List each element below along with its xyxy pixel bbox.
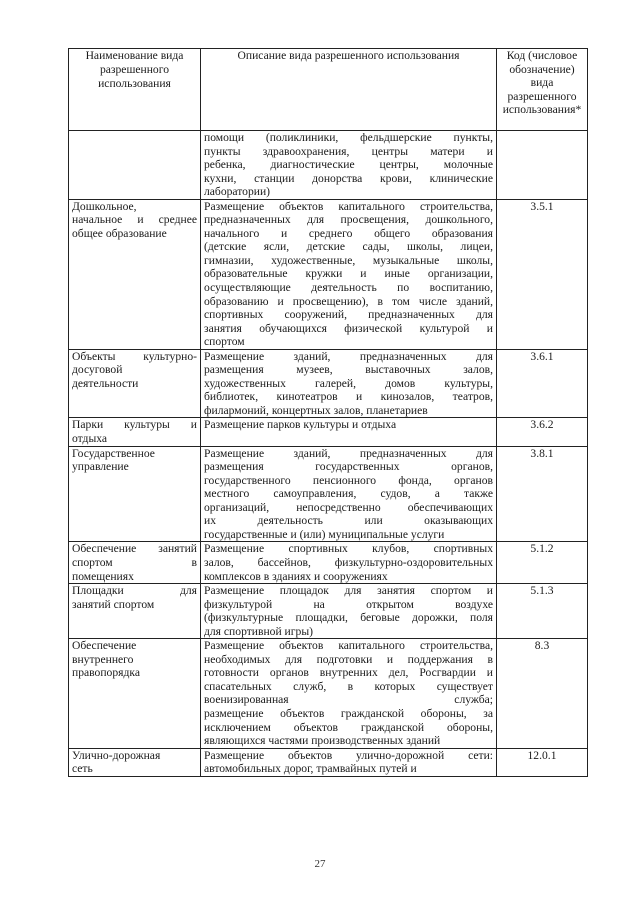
use-name-cell xyxy=(69,418,201,446)
use-description-cell-line: размещение объектов гражданской обороны, за xyxy=(204,706,493,720)
use-description-cell-line: местного самоуправления, судов, а также xyxy=(204,487,493,501)
use-name-cell-line: деятельности xyxy=(72,376,139,390)
use-description-cell-line: филармоний, концертных залов, планетариев xyxy=(204,403,428,417)
use-code-cell: 3.8.1 xyxy=(497,446,588,542)
use-name-cell-line: Дошкольное, xyxy=(72,199,137,213)
table-row xyxy=(69,349,588,418)
use-description-cell xyxy=(201,446,497,542)
use-description-cell-line: Размещение зданий, предназначенных для xyxy=(204,446,493,460)
use-description-cell-line: образовательные кружки и иные организации, xyxy=(204,267,493,281)
land-use-table xyxy=(68,48,588,777)
use-description-cell-line: Размещение спортивных клубов, спортивных xyxy=(204,542,493,556)
use-description-cell-line: военизированная служба; xyxy=(204,693,493,707)
use-description-cell-line: образованию и просвещению), в том числе зданий, xyxy=(204,294,493,308)
use-code-cell xyxy=(497,131,588,200)
table-row xyxy=(69,131,588,200)
use-code-cell: 3.6.2 xyxy=(497,418,588,446)
use-description-cell-line: библиотек, кинотеатров и кинозалов, театров, xyxy=(204,390,493,404)
use-name-cell-line: общее образование xyxy=(72,226,167,240)
use-description-cell-line: осуществляющие деятельность по воспитанию, xyxy=(204,281,493,295)
use-description-cell-line: помощи (поликлиники, фельдшерские пункты, xyxy=(204,131,493,144)
table-row xyxy=(69,748,588,776)
use-code-cell: 3.6.1 xyxy=(497,349,588,418)
use-description-cell xyxy=(201,199,497,349)
use-description-cell-line: (детские ясли, детские сады, школы, лицеи, xyxy=(204,240,493,254)
use-description-cell xyxy=(201,418,497,446)
use-name-cell xyxy=(69,639,201,748)
use-name-cell-line: Объекты культурно- xyxy=(72,349,197,363)
use-description-cell-line: ребенка, диагностические центры, молочные xyxy=(204,158,493,172)
use-description-cell-line: начального и среднего общего образования xyxy=(204,226,493,240)
use-description-cell xyxy=(201,542,497,584)
use-description-cell-line: Размещение зданий, предназначенных для xyxy=(204,349,493,363)
use-code-cell: 8.3 xyxy=(497,639,588,748)
use-description-cell-line: Размещение объектов улично-дорожной сети: xyxy=(204,748,493,762)
use-name-cell-line: Государственное xyxy=(72,446,155,460)
use-name-cell xyxy=(69,349,201,418)
table-header-row xyxy=(69,49,588,131)
use-name-cell xyxy=(69,199,201,349)
use-description-cell-line: являющихся частями производственных зданий xyxy=(204,734,441,748)
use-description-cell xyxy=(201,131,497,200)
use-description-cell-line: спортивных сооружений, предназначенных для xyxy=(204,308,493,322)
use-description-cell-line: спасательных служб, в которых существует xyxy=(204,679,493,693)
use-name-cell-line: внутреннего xyxy=(72,652,134,666)
use-description-cell-line: (физкультурные площадки, беговые дорожки, поля xyxy=(204,611,493,625)
use-description-cell xyxy=(201,748,497,776)
use-description-cell-line: автомобильных дорог, трамвайных путей и xyxy=(204,762,417,776)
use-description-cell-line: их деятельность или оказывающих xyxy=(204,514,493,528)
use-description-cell-line: Размещение объектов капитального строительства, xyxy=(204,199,493,213)
table-row xyxy=(69,446,588,542)
use-name-cell-line: Площадки для xyxy=(72,584,197,598)
use-description-cell-line: Размещение парков культуры и отдыха xyxy=(204,418,397,432)
use-description-cell-line: организаций, непосредственно обеспечивающих xyxy=(204,500,493,514)
use-name-cell-line: помещениях xyxy=(72,569,134,583)
use-description-cell-line: лаборатории) xyxy=(204,185,271,199)
use-name-cell-line: занятий спортом xyxy=(72,597,155,611)
use-name-cell-line: Обеспечение занятий xyxy=(72,542,197,556)
use-description-cell-line: залов, бассейнов, физкультурно-оздоровительных xyxy=(204,555,493,569)
table-row xyxy=(69,542,588,584)
use-code-cell: 3.5.1 xyxy=(497,199,588,349)
use-name-cell xyxy=(69,131,201,200)
use-description-cell xyxy=(201,349,497,418)
table-row xyxy=(69,639,588,748)
table-row xyxy=(69,199,588,349)
header-description-cell: Описание вида разрешенного использования xyxy=(201,49,497,131)
use-description-cell-line: необходимых для подготовки и поддержания в xyxy=(204,652,493,666)
use-description-cell-line: Размещение площадок для занятия спортом и xyxy=(204,584,493,598)
use-name-cell-line: Улично-дорожная xyxy=(72,748,161,762)
use-description-cell xyxy=(201,639,497,748)
use-description-cell xyxy=(201,584,497,639)
use-name-cell-line: управление xyxy=(72,460,129,474)
use-name-cell-line: досуговой xyxy=(72,363,123,377)
table-row xyxy=(69,418,588,446)
use-description-cell-line: комплексов в зданиях и сооружениях xyxy=(204,569,388,583)
use-description-cell-line: пункты здравоохранения, центры матери и xyxy=(204,144,493,158)
table-row xyxy=(69,584,588,639)
use-description-cell-line: исключением объектов гражданской обороны, xyxy=(204,720,493,734)
use-description-cell-line: для спортивной игры) xyxy=(204,624,313,638)
use-name-cell xyxy=(69,542,201,584)
use-code-cell: 12.0.1 xyxy=(497,748,588,776)
use-name-cell xyxy=(69,584,201,639)
use-description-cell-line: государственного пенсионного фонда, органов xyxy=(204,473,493,487)
use-description-cell-line: размещения государственных органов, xyxy=(204,460,493,474)
use-name-cell-line: правопорядка xyxy=(72,666,140,680)
use-description-cell-line: предназначенных для просвещения, дошкольного, xyxy=(204,213,493,227)
use-description-cell-line: спортом xyxy=(204,335,245,349)
use-description-cell-line: художественных галерей, домов культуры, xyxy=(204,376,493,390)
use-name-cell-line: Обеспечение xyxy=(72,639,137,653)
use-name-cell-line: Парки культуры и xyxy=(72,418,197,432)
use-description-cell-line: государственные и (или) муниципальные услуги xyxy=(204,527,445,541)
use-description-cell-line: гимназии, художественные, музыкальные школы, xyxy=(204,253,493,267)
use-code-cell: 5.1.3 xyxy=(497,584,588,639)
use-code-cell: 5.1.2 xyxy=(497,542,588,584)
use-name-cell-line: сеть xyxy=(72,762,93,776)
use-name-cell-line: отдыха xyxy=(72,432,108,446)
use-description-cell-line: Размещение объектов капитального строительства, xyxy=(204,639,493,653)
use-description-cell-line: занятия обучающихся физической культурой и xyxy=(204,321,493,335)
use-description-cell-line: кухни, станции донорства крови, клинические xyxy=(204,171,493,185)
use-description-cell-line: готовности органов внутренних дел, Росгвардии и xyxy=(204,666,493,680)
use-description-cell-line: размещения музеев, выставочных залов, xyxy=(204,363,493,377)
use-name-cell-line: начальное и среднее xyxy=(72,213,197,227)
header-code-cell: Код (числовое обозначение) вида разрешенного использования* xyxy=(497,49,588,131)
use-name-cell xyxy=(69,748,201,776)
use-description-cell-line: физкультурой на открытом воздухе xyxy=(204,597,493,611)
page-number: 27 xyxy=(314,858,326,870)
use-name-cell xyxy=(69,446,201,542)
header-name-cell: Наименование вида разрешенного использования xyxy=(69,49,201,131)
use-name-cell-line: спортом в xyxy=(72,555,197,569)
